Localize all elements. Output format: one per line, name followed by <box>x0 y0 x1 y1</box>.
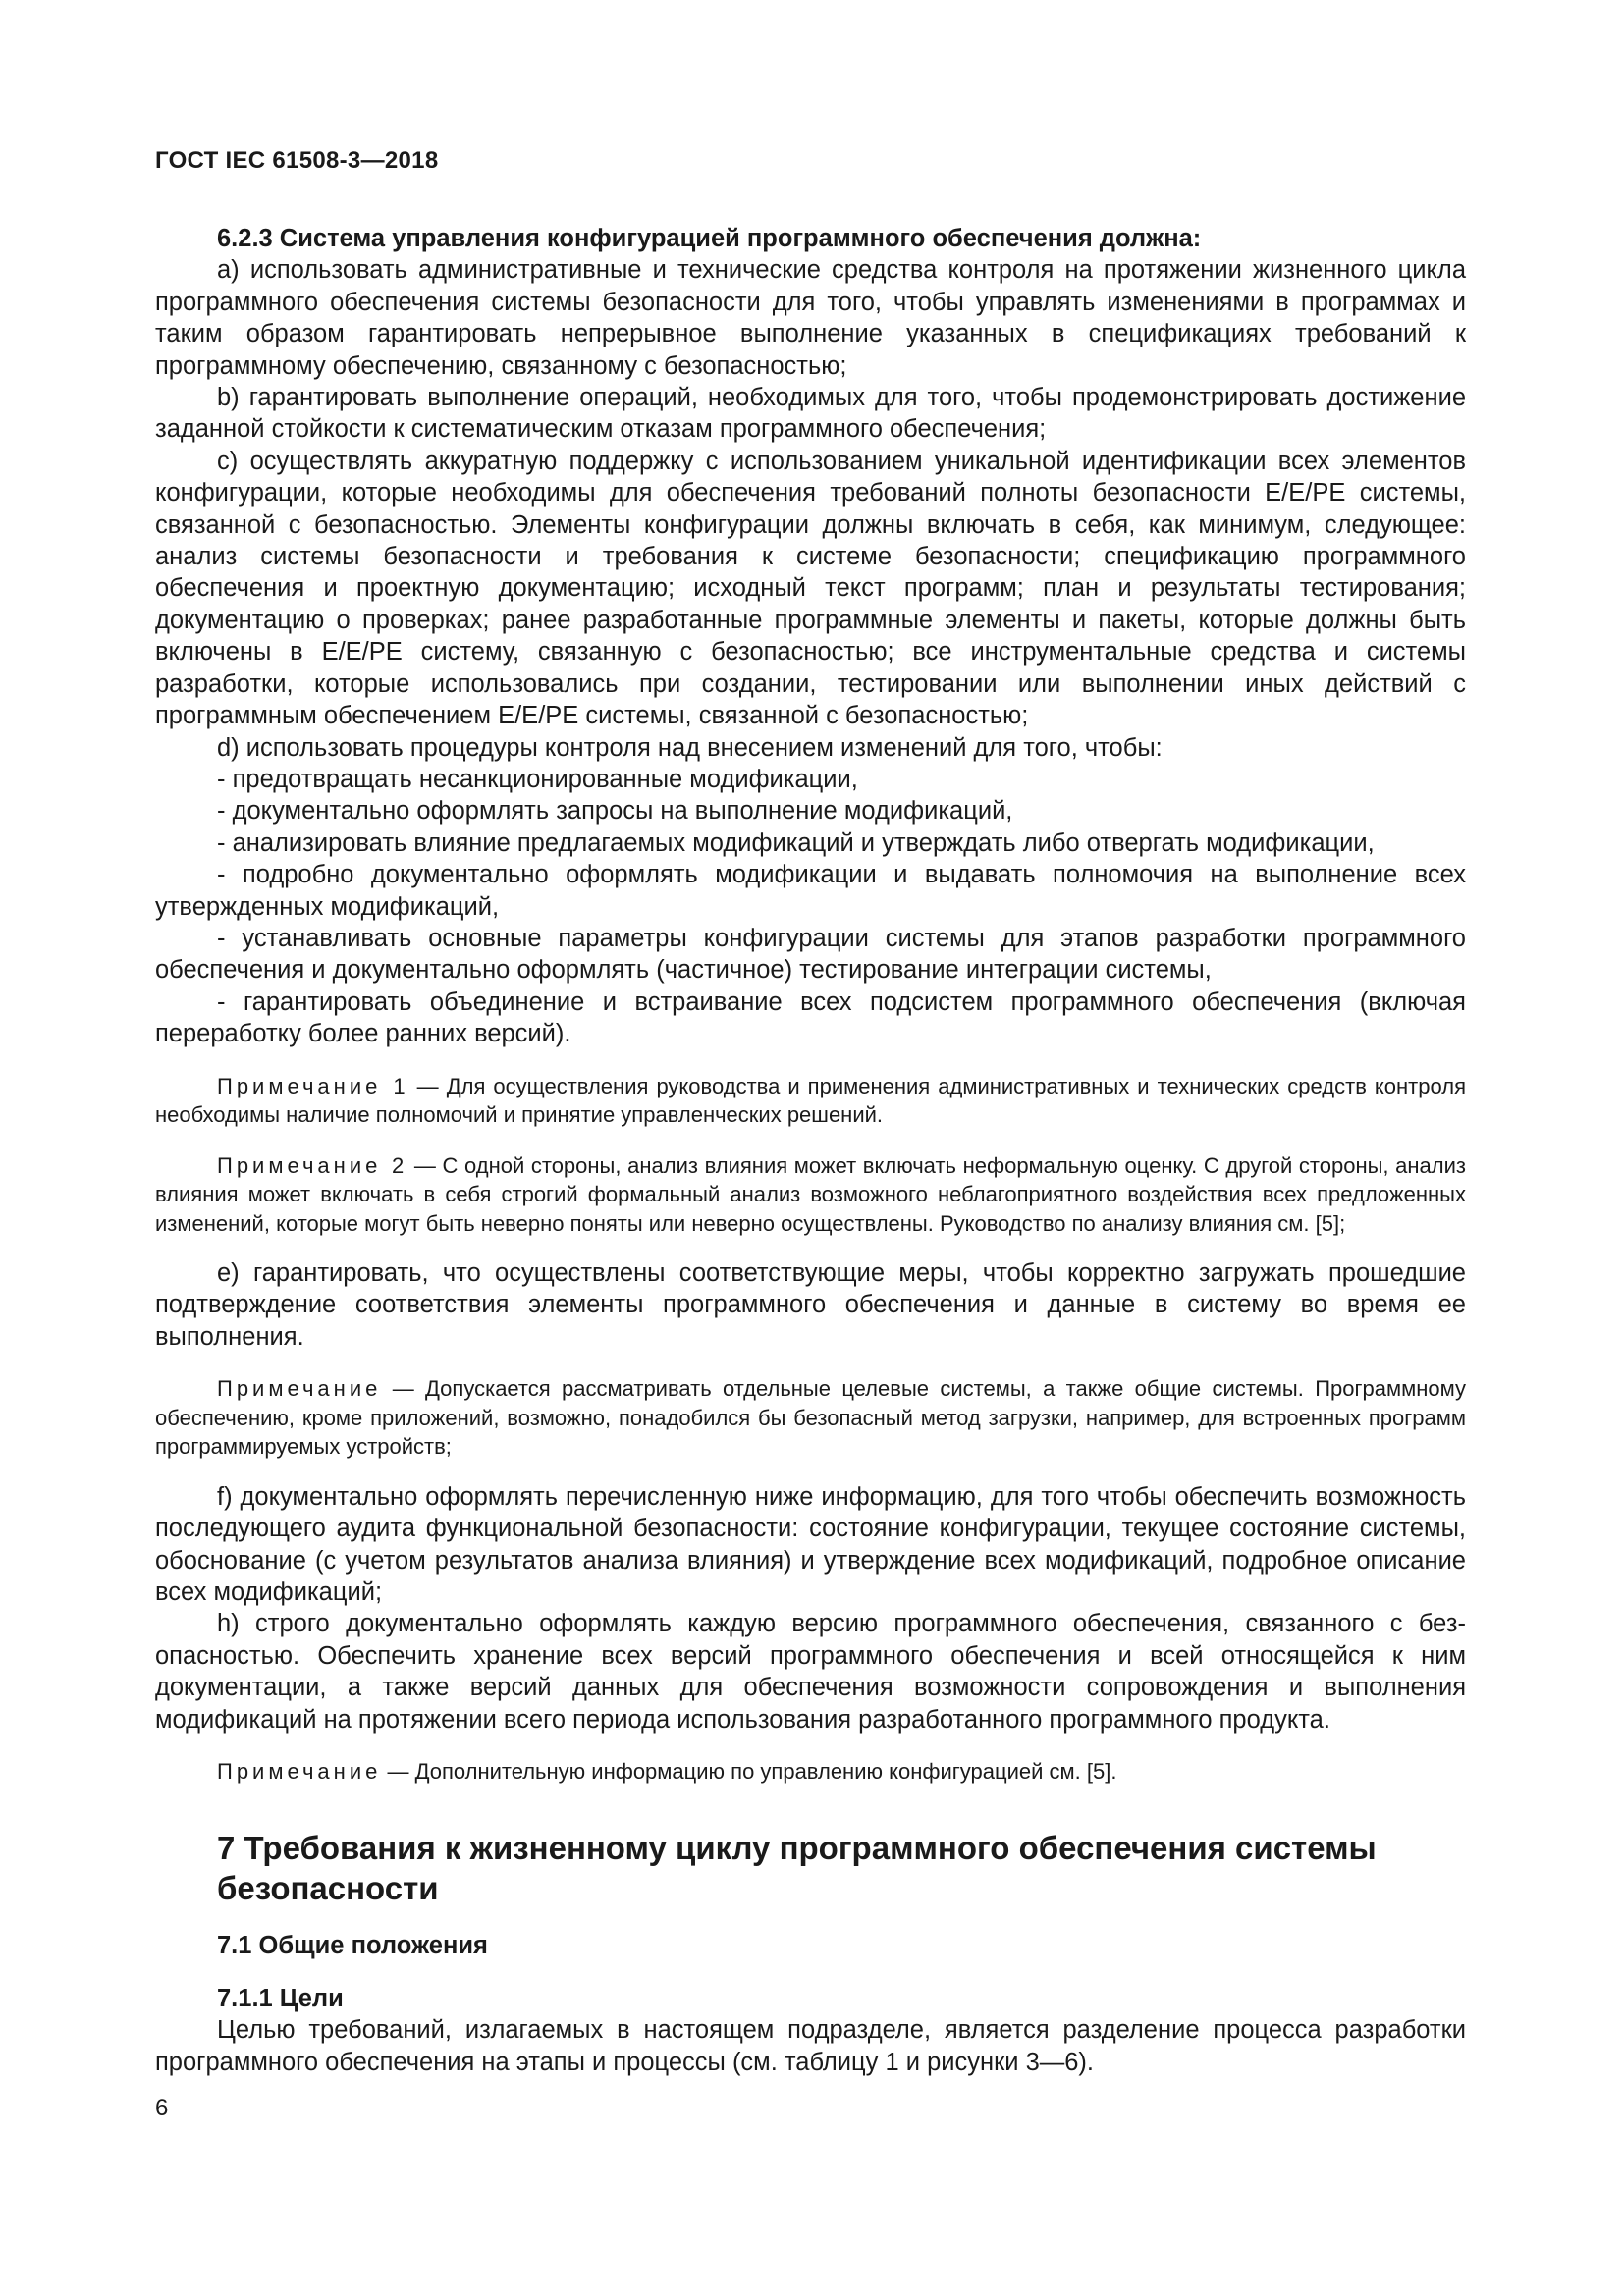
item-a: а) использовать административные и технические средства контроля на протяжении жизненного цикла программного обеспечения системы безопасности для того, чтобы управлять изменениями в программах и таким образом гарантировать непрерывное выполнение указанных в спецификациях требований к программному обеспечению, связанному с безопасностью; <box>155 256 1466 380</box>
item-h: h) строго документально оформлять каждую версию программного обеспечения, связанного с безопасностью. Обеспечить хранение всех версий программного обеспечения и всей относящейся к ним документации, а также версий данных для обеспечения возможности сопровождения и выполнения модификаций на протяжении всего периода использования разработанного программного продукта. <box>155 1610 1466 1734</box>
item-c: с) осуществлять аккуратную поддержку с использованием уникальной идентификации всех элементов конфигурации, которые необходимы для обеспечения требований полноты безопасности Е/Е/РЕ системы, связанной с безопасностью. Элементы конфигурации должны включать в себя, как минимум, следующее: анализ системы безопасности и требования к системе безопасности; спецификацию программного обеспечения и проектную документацию; исходный текст программ; план и результаты тестирования; документацию о проверках; ранее разработанные программные элементы и пакеты, которые должны быть включены в Е/Е/РЕ систему, связанную с безопасностью; все инструментальные средства и системы разработки, которые использовались при создании, тестировании или выполнении иных действий с программным обеспечением Е/Е/РЕ системы, связанной с безопасностью; <box>155 447 1466 730</box>
note-3-text: — Допускается рассматривать отдельные целевые системы, а также общие системы. Программному обеспечению, кроме приложений, возможно, понадобился бы безопасный метод загрузки, например, для встроенных программ программируемых устройств; <box>155 1376 1466 1460</box>
note-3-label: Примечание <box>217 1376 382 1402</box>
item-d: d) использовать процедуры контроля над внесением изменений для того, чтобы: <box>217 733 1163 762</box>
note-1 <box>155 1072 1466 1130</box>
item-d-dash-1: - предотвращать несанкционированные модификации, <box>217 765 858 793</box>
section-7-1-1-title: 7.1.1 Цели <box>217 1984 344 2012</box>
item-d-dash-2: - документально оформлять запросы на выполнение модификаций, <box>217 797 1013 826</box>
section-6-2-3-title: 6.2.3 Система управления конфигурацией программного обеспечения должна: <box>217 225 1202 252</box>
note-2-label: Примечание 2 <box>217 1152 408 1178</box>
note-4 <box>155 1757 1466 1787</box>
note-3 <box>155 1374 1466 1462</box>
item-f: f) документально оформлять перечисленную ниже информацию, для того чтобы обеспечить возможность последующего аудита функциональной безопасности: состояние конфигурации, текущее состояние системы, обоснование (с учетом результатов анализа влияния) и утверждение всех модификаций, подробное описание всех модификаций; <box>155 1482 1466 1606</box>
page-number: 6 <box>155 2095 169 2121</box>
note-2-text: — С одной стороны, анализ влияния может включать неформальную оценку. С другой стороны, анализ влияния может включать в себя строгий формальный анализ возможного неблагоприятного воздействия всех предложенных изменений, которые могут быть неверно поняты или неверно осуществлены. Руководство по анализу влияния см. [5]; <box>155 1152 1466 1236</box>
item-d-dash-6: - гарантировать объединение и встраивание всех подсистем программного обеспечения (включая переработку более ранних версий). <box>155 988 1466 1048</box>
section-7-1-title: 7.1 Общие положения <box>217 1931 488 1959</box>
item-e: е) гарантировать, что осуществлены соответствующие меры, чтобы корректно загружать прошедшие подтверждение соответствия элементы программного обеспечения и данные в систему во время ее выполнения. <box>155 1259 1466 1351</box>
note-4-text: — Дополнительную информацию по управлению конфигурацией см. [5]. <box>381 1759 1117 1785</box>
page-content <box>155 223 1466 2078</box>
item-b: b) гарантировать выполнение операций, необходимых для того, чтобы продемонстрировать достижение заданной стойкости к систематическим отказам программного обеспечения; <box>155 384 1466 444</box>
section-7-1-1-text: Целью требований, излагаемых в настоящем подразделе, является разделение процесса разработки программного обеспечения на этапы и процессы (см. таблицу 1 и рисунки 3—6). <box>155 2016 1466 2076</box>
note-1-label: Примечание 1 <box>217 1073 409 1098</box>
note-2 <box>155 1151 1466 1239</box>
note-1-text: — Для осуществления руководства и применения административных и технических средств контроля необходимы наличие полномочий и принятие управленческих решений. <box>155 1073 1466 1128</box>
document-code: ГОСТ IEC 61508-3—2018 <box>155 147 439 174</box>
item-d-dash-5: - устанавливать основные параметры конфигурации системы для этапов разработки программного обеспечения и документально оформлять (частичное) тестирование интеграции системы, <box>155 924 1466 985</box>
item-d-dash-4: - подробно документально оформлять модификации и выдавать полномочия на выполнение всех утвержденных модификаций, <box>155 861 1466 921</box>
section-7-title: 7 Требования к жизненному циклу программного обеспечения системы безопасности <box>217 1829 1377 1906</box>
item-d-dash-3: - анализировать влияние предлагаемых модификаций и утверждать либо отвергать модификации, <box>217 828 1375 857</box>
note-4-label: Примечание <box>217 1759 382 1785</box>
